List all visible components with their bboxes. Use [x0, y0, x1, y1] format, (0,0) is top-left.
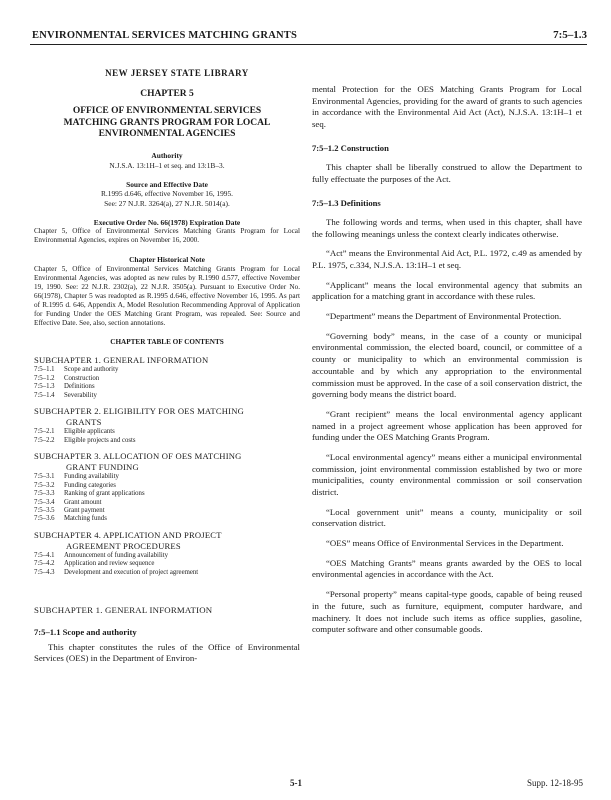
toc-item: 7:5–2.1 Eligible applicants: [34, 428, 115, 436]
toc-item: 7:5–4.1 Announcement of funding availability: [34, 551, 169, 559]
toc-item: 7:5–3.2 Funding categories: [34, 481, 116, 489]
running-header: [30, 28, 587, 45]
definition-act: “Act” means the Environmental Aid Act, P.L. 1972, c.49 as amended by P.L. 1975, c.334, N.J.S.A. 13:1H–1 et seq.: [312, 248, 582, 271]
definition-local-government-unit: “Local government unit” means a county, municipality or soil conservation district.: [312, 506, 582, 529]
source-line-1: R.1995 d.646, effective November 16, 1995.: [100, 189, 234, 199]
source-heading: Source and Effective Date: [126, 180, 208, 190]
toc-item: 7:5–1.1 Scope and authority: [34, 366, 119, 374]
definition-oes: “OES” means Office of Environmental Services in the Department.: [326, 538, 564, 549]
toc-subchapter-2: SUBCHAPTER 2. ELIGIBILITY FOR OES MATCHING: [34, 406, 245, 417]
executive-order-heading: Executive Order No. 66(1978) Expiration Date: [93, 217, 241, 227]
page-number: 5-1: [290, 778, 302, 788]
toc-subchapter-2-cont: GRANTS: [66, 417, 102, 428]
toc-subchapter-3-cont: GRANT FUNDING: [66, 462, 139, 473]
header-title: ENVIRONMENTAL SERVICES MATCHING GRANTS: [32, 30, 298, 41]
toc-subchapter-3: SUBCHAPTER 3. ALLOCATION OF OES MATCHING: [34, 451, 242, 462]
toc-subchapter-1: SUBCHAPTER 1. GENERAL INFORMATION: [34, 355, 209, 366]
right-column: [312, 60, 582, 636]
toc-item: 7:5–4.2 Application and review sequence: [34, 560, 155, 568]
toc-subchapter-4-cont: AGREEMENT PROCEDURES: [66, 540, 181, 551]
toc-item: 7:5–4.3 Development and execution of project agreement: [34, 568, 199, 576]
library-stamp: NEW JERSEY STATE LIBRARY: [105, 68, 249, 78]
section-1-3-heading: 7:5–1.3 Definitions: [312, 197, 381, 208]
definition-grant-recipient: “Grant recipient” means the local environmental agency applicant named in a project agreement whose application has been approved for funding under the OES Matching Grants Program.: [312, 408, 582, 443]
toc-title: CHAPTER TABLE OF CONTENTS: [110, 337, 224, 346]
definition-governing-body: “Governing body” means, in the case of a county or municipal environmental commission, the elected board, council, or committee of a county or municipality to which an environmental commission is accountable and by which any appropriation to the environmental commission must be approved. In the case of a soil conservation district, the governing body means the district board.: [312, 330, 582, 400]
left-column: [34, 60, 300, 665]
definition-applicant: “Applicant” means the local environmental agency that submits an application for a matching grant in accordance with these rules.: [312, 279, 582, 302]
section-1-1-heading: 7:5–1.1 Scope and authority: [34, 626, 137, 637]
subchapter-1-heading: SUBCHAPTER 1. GENERAL INFORMATION: [34, 605, 213, 616]
chapter-number: CHAPTER 5: [140, 88, 194, 99]
historical-note-text: Chapter 5, Office of Environmental Services Matching Grants Program for Local Environmental Agencies, was adopted as new rules by R.1990 d.577, effective November 19, 1990. See: 22 N.J.R. 2302(a), 22 N.J.R. 3505(a). Pursuant to Executive Order No. 66(1978), Chapter 5 was readopted as R.1995 d.646, effective November 16, 1995. As part of R.1995 d. 646, Appendix A, Model Resolution Recommending Approval of Application for Funding Under the OES Matching Grant Program, was repealed. See: Source and Effective Date. See, also, section annotations.: [34, 264, 300, 327]
section-1-2-text: This chapter shall be liberally construed to allow the Department to fully effectuate the purposes of the Act.: [312, 162, 582, 184]
section-1-2-heading: 7:5–1.2 Construction: [312, 142, 389, 153]
toc-item: 7:5–1.4 Severability: [34, 391, 97, 399]
toc-item: 7:5–3.5 Grant payment: [34, 506, 105, 514]
header-section-code: 7:5–1.3: [553, 29, 587, 41]
chapter-title: OFFICE OF ENVIRONMENTAL SERVICES MATCHING GRANTS PROGRAM FOR LOCAL ENVIRONMENTAL AGENCIES: [63, 105, 271, 140]
toc-item: 7:5–2.2 Eligible projects and costs: [34, 436, 136, 444]
definition-oes-matching-grants: “OES Matching Grants” means grants awarded by the OES to local environmental agencies in accordance with the Act.: [312, 557, 582, 580]
source-line-2: See: 27 N.J.R. 3264(a), 27 N.J.R. 5014(a).: [104, 198, 230, 208]
section-1-1-text-start: This chapter constitutes the rules of the Office of Environmental Services (OES) in the Department of Environ-: [34, 641, 300, 664]
authority-text: N.J.S.A. 13:1H–1 et seq. and 13:1B–3.: [109, 160, 225, 170]
definition-department: “Department” means the Department of Environmental Protection.: [326, 311, 562, 322]
toc-subchapter-4: SUBCHAPTER 4. APPLICATION AND PROJECT: [34, 529, 222, 540]
toc-item: 7:5–3.6 Matching funds: [34, 515, 107, 523]
toc-item: 7:5–3.3 Ranking of grant applications: [34, 490, 145, 498]
toc-item: 7:5–3.4 Grant amount: [34, 498, 102, 506]
toc-item: 7:5–3.1 Funding availability: [34, 473, 119, 481]
definition-local-environmental-agency: “Local environmental agency” means either a municipal environmental commission, joint environmental commission established by two or more municipalities, county environmental commission or soil conservation district.: [312, 451, 582, 498]
toc-item: 7:5–1.3 Definitions: [34, 383, 95, 391]
authority-heading: Authority: [151, 151, 183, 161]
toc-item: 7:5–1.2 Construction: [34, 374, 100, 382]
definition-personal-property: “Personal property” means capital-type goods, capable of being reused in the future, such as furniture, equipment, computer hardware, and machinery. It does not include such items as office supplies, gasoline, computer software and other consumable goods.: [312, 589, 582, 635]
historical-note-heading: Chapter Historical Note: [129, 255, 205, 265]
executive-order-text: Chapter 5, Office of Environmental Services Matching Grants Program for Local Environmental Agencies, expires on November 16, 2000.: [34, 227, 300, 245]
section-1-3-intro: The following words and terms, when used in this chapter, shall have the following meanings unless the context clearly indicates otherwise.: [312, 216, 582, 239]
supplement-date: Supp. 12-18-95: [527, 778, 583, 788]
section-1-1-text-cont: mental Protection for the OES Matching Grants Program for Local Environmental Agencies, providing for the award of grants to such agencies in accordance with the Environmental Aid Act (Act), N.J.S.A. 13:1H–1 et seq.: [312, 84, 582, 130]
